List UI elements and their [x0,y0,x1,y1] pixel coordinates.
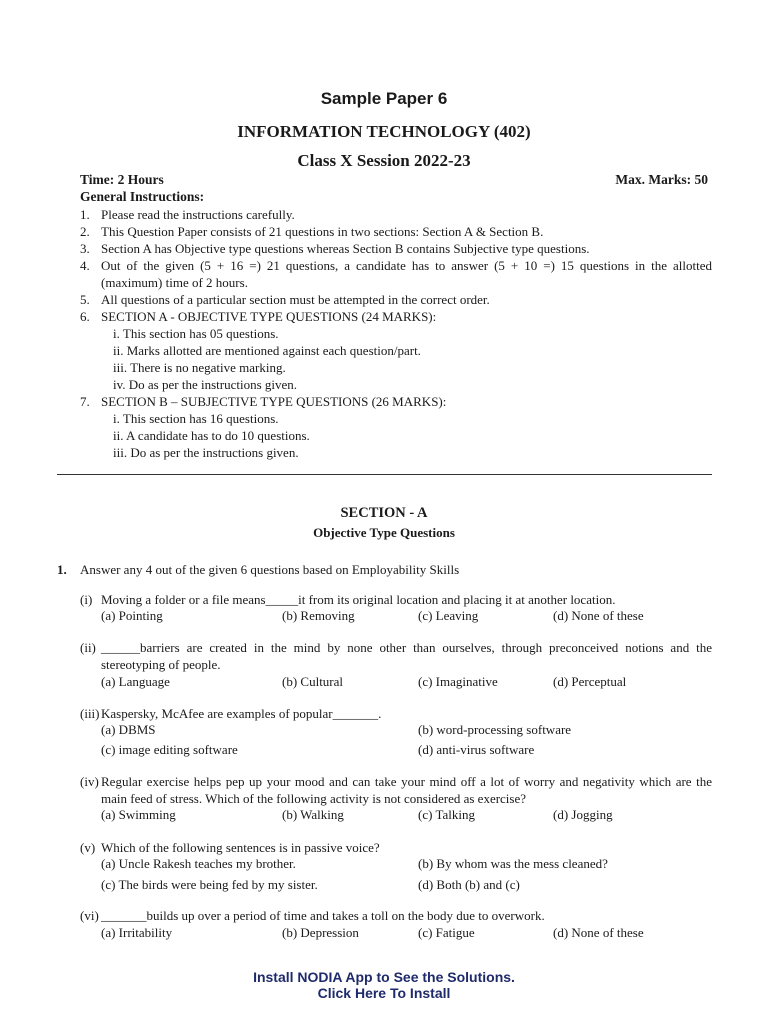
section-a-point: iv. Do as per the instructions given. [113,377,298,392]
instruction-item: 7. SECTION B – SUBJECTIVE TYPE QUESTIONS (26 MARKS): [80,394,447,409]
section-subtitle: Objective Type Questions [313,525,455,540]
subquestion: (vi) _______builds up over a period of time and takes a toll on the body due to overwork. [80,908,545,923]
instruction-item: 5. All questions of a particular section must be attempted in the correct order. [80,292,490,307]
instruction-item: 6. SECTION A - OBJECTIVE TYPE QUESTIONS (24 MARKS): [80,309,437,324]
option: (c) Imaginative [418,674,498,689]
subject-heading: INFORMATION TECHNOLOGY (402) [237,122,531,141]
max-marks: Max. Marks: 50 [615,172,708,187]
subquestion: (iv) Regular exercise helps pep up your mood and can take your mind off a lot of worry and negativity which are the main feed of stress. Which of the following activity is not considered as exercise? [80,774,712,806]
option: (a) Pointing [101,608,163,623]
section-a-point: ii. Marks allotted are mentioned against each question/part. [113,343,421,358]
time-allowed: Time: 2 Hours [80,172,164,187]
section-a-point: iii. There is no negative marking. [113,360,286,375]
subquestion: (i) Moving a folder or a file means_____it from its original location and placing it at another location. [80,592,616,607]
section-title: SECTION - A [340,505,428,521]
option: (b) Walking [282,807,344,822]
option: (c) Talking [418,807,475,822]
option: (a) Irritability [101,925,173,940]
option: (a) Swimming [101,807,176,822]
subquestion: (v) Which of the following sentences is in passive voice? [80,840,380,855]
option: (d) Jogging [553,807,613,822]
instruction-item: 3. Section A has Objective type questions whereas Section B contains Subjective type questions. [80,241,590,256]
option: (d) Both (b) and (c) [418,877,520,892]
option: (d) None of these [553,608,644,623]
option: (a) DBMS [101,722,156,737]
divider [57,474,712,475]
option: (c) image editing software [101,742,238,757]
question-text: Answer any 4 out of the given 6 questions based on Employability Skills [80,562,460,577]
paper-title: Sample Paper 6 [320,89,448,108]
instruction-item: 2. This Question Paper consists of 21 questions in two sections: Section A & Section B. [80,224,544,239]
question-number: 1. [57,562,67,577]
option: (c) Leaving [418,608,479,623]
session-heading: Class X Session 2022-23 [297,151,471,170]
option: (b) By whom was the mess cleaned? [418,856,608,871]
option: (a) Uncle Rakesh teaches my brother. [101,856,296,871]
section-b-point: iii. Do as per the instructions given. [113,445,299,460]
exam-meta-row [80,172,708,188]
option: (d) Perceptual [553,674,627,689]
option: (c) Fatigue [418,925,475,940]
subquestion: (ii) ______barriers are created in the mind by none other than ourselves, through preconceived notions and the stereotyping of people. [80,640,712,672]
option: (b) Removing [282,608,355,623]
section-a-point: i. This section has 05 questions. [113,326,279,341]
option: (b) Cultural [282,674,344,689]
subquestion: (iii) Kaspersky, McAfee are examples of popular_______. [80,706,382,721]
option: (b) Depression [282,925,359,940]
option: (d) anti-virus software [418,742,535,757]
option: (d) None of these [553,925,644,940]
instruction-item: 1. Please read the instructions carefully. [80,207,295,222]
instructions-heading: General Instructions: [80,189,205,204]
option: (a) Language [101,674,170,689]
section-b-point: i. This section has 16 questions. [113,411,279,426]
click-here-install-link[interactable]: Click Here To Install [317,985,451,1001]
section-b-point: ii. A candidate has to do 10 questions. [113,428,310,443]
option: (c) The birds were being fed by my sister. [101,877,318,892]
install-app-link[interactable]: Install NODIA App to See the Solutions. [253,969,515,985]
option: (b) word-processing software [418,722,572,737]
instruction-item: 4. Out of the given (5 + 16 =) 21 questions, a candidate has to answer (5 + 10 =) 15 questions in the allotted (maximum) time of 2 hours. [80,258,712,290]
